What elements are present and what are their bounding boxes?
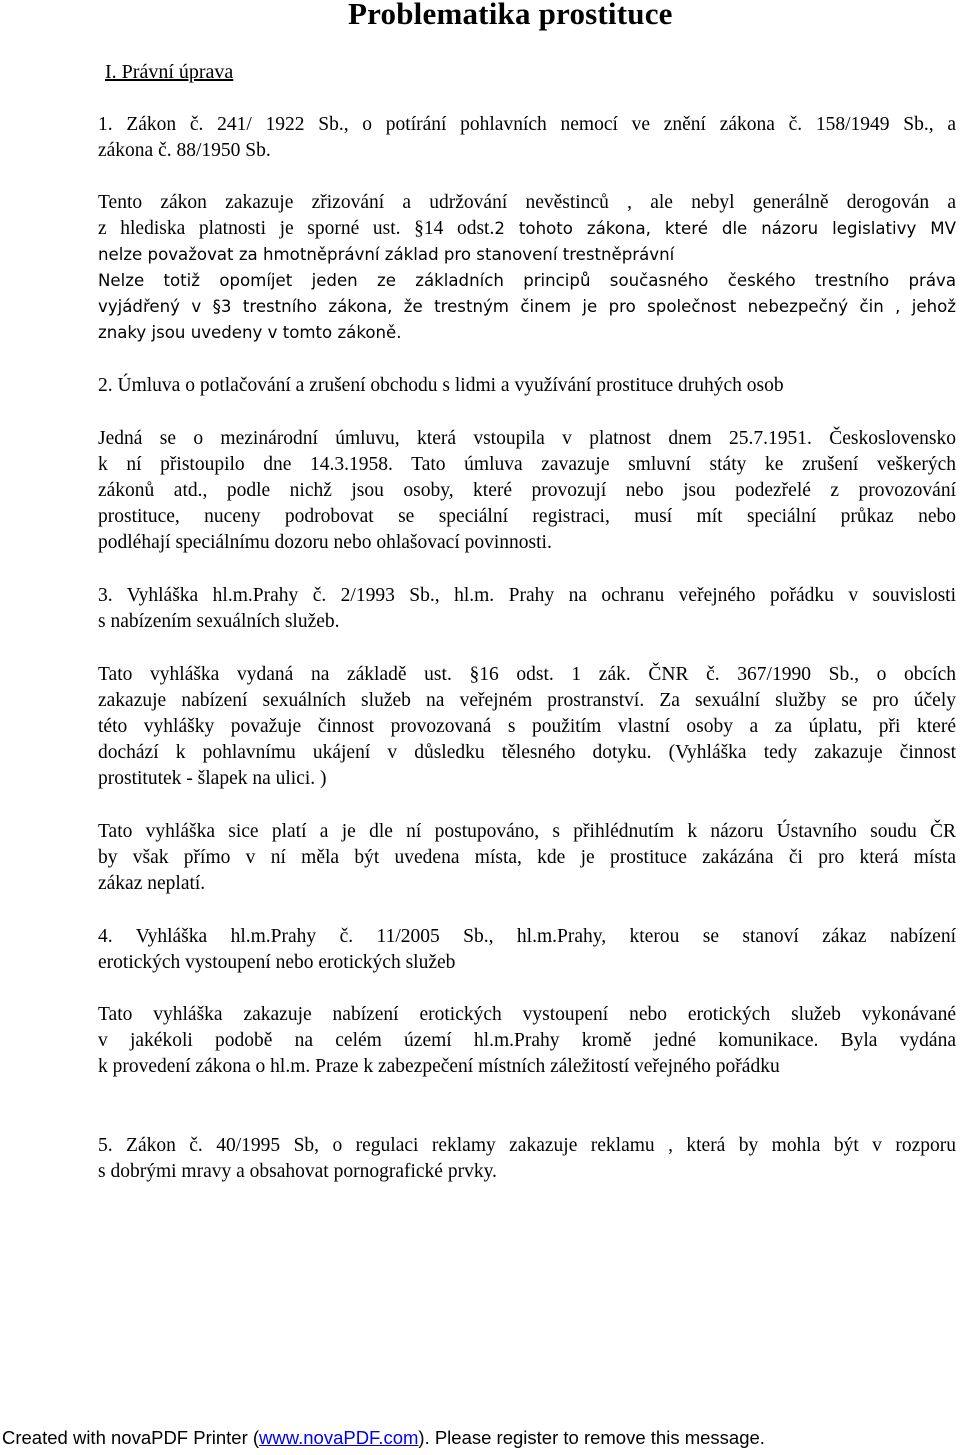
- paragraph-line: podléhají speciálnímu dozoru nebo ohlašovací povinnosti.: [98, 532, 552, 553]
- footer-prefix: Created with novaPDF Printer (: [2, 1427, 260, 1448]
- paragraph-line: nelze považovat za hmotněprávní základ pro stanovení trestněprávní: [98, 245, 675, 264]
- item-4-line: 4. Vyhláška hl.m.Prahy č. 11/2005 Sb., hl.m.Prahy, kterou se stanoví zákaz nabízení: [98, 926, 956, 947]
- paragraph-2: [98, 426, 956, 556]
- footer-link[interactable]: www.novaPDF.com: [259, 1427, 419, 1448]
- item-1: [98, 112, 956, 164]
- item-5-line: 5. Zákon č. 40/1995 Sb, o regulaci reklamy zakazuje reklamu , která by mohla být v rozporu: [98, 1135, 956, 1156]
- paragraph-segment: 2 tohoto zákona, které dle názoru legislativy MV: [494, 219, 956, 238]
- paragraph-line: zákaz neplatí.: [98, 873, 206, 894]
- paragraph-line: Tento zákon zakazuje zřizování a udržování nevěstinců , ale nebyl generálně derogován a: [98, 192, 956, 213]
- item-3-line: 3. Vyhláška hl.m.Prahy č. 2/1993 Sb., hl.m. Prahy na ochranu veřejného pořádku v souvislosti: [98, 585, 956, 606]
- item-1-line: zákona č. 88/1950 Sb.: [98, 140, 271, 161]
- item-3: [98, 583, 956, 635]
- item-4-line: erotických vystoupení nebo erotických služeb: [98, 952, 456, 973]
- novapdf-footer: [2, 1427, 765, 1449]
- paragraph-line: zákonů atd., podle nichž jsou osoby, které provozují nebo jsou podezřelé z provozování: [98, 480, 956, 501]
- paragraph-line: Tato vyhláška zakazuje nabízení erotických vystoupení nebo erotických služeb vykonávané: [98, 1004, 956, 1025]
- paragraph-line: zakazuje nabízení sexuálních služeb na veřejném prostranství. Za sexuální služby se pro účely: [98, 690, 956, 711]
- paragraph-line: Nelze totiž opomíjet jeden ze základních principů současného českého trestního práva: [98, 271, 956, 290]
- paragraph-3: [98, 662, 956, 792]
- paragraph-line: Tato vyhláška sice platí a je dle ní postupováno, s přihlédnutím k názoru Ústavního soudu ČR: [98, 821, 956, 842]
- paragraph-1: [98, 190, 956, 346]
- paragraph-4: [98, 819, 956, 897]
- paragraph-line: prostitutek - šlapek na ulici. ): [98, 768, 327, 789]
- paragraph-line: této vyhlášky považuje činnost provozovaná s použitím vlastní osoby a za úplatu, při které: [98, 716, 956, 737]
- paragraph-line: dochází k pohlavnímu ukájení v důsledku tělesného dotyku. (Vyhláška tedy zakazuje činnost: [98, 742, 956, 763]
- footer-suffix: ). Please register to remove this message.: [418, 1427, 765, 1448]
- item-3-line: s nabízením sexuálních služeb.: [98, 611, 340, 632]
- paragraph-segment: z hlediska platnosti je sporné ust. §14 odst.: [98, 218, 495, 239]
- document-title: Problematika prostituce: [348, 0, 673, 31]
- item-5: [98, 1133, 956, 1185]
- item-4: [98, 924, 956, 976]
- paragraph-line: Jedná se o mezinárodní úmluvu, která vstoupila v platnost dnem 25.7.1951. Československo: [98, 428, 956, 449]
- paragraph-line: k provedení zákona o hl.m. Praze k zabezpečení místních záležitostí veřejného pořádku: [98, 1056, 780, 1077]
- item-2: [98, 373, 956, 399]
- paragraph-line: vyjádřený v §3 trestního zákona, že trestným činem je pro společnost nebezpečný čin , jehož: [98, 297, 956, 316]
- paragraph-line: by však přímo v ní měla být uvedena místa, kde je prostituce zakázána či pro která místa: [98, 847, 956, 868]
- paragraph-line: znaky jsou uvedeny v tomto zákoně.: [98, 323, 402, 342]
- paragraph-line: [98, 216, 956, 242]
- section-heading: I. Právní úprava: [105, 61, 234, 83]
- item-2-line: 2. Úmluva o potlačování a zrušení obchodu s lidmi a využívání prostituce druhých osob: [98, 375, 784, 396]
- paragraph-5: [98, 1002, 956, 1080]
- item-5-line: s dobrými mravy a obsahovat pornografické prvky.: [98, 1161, 497, 1182]
- paragraph-line: prostituce, nuceny podrobovat se speciální registraci, musí mít speciální průkaz nebo: [98, 506, 956, 527]
- paragraph-line: v jakékoli podobě na celém území hl.m.Prahy kromě jedné komunikace. Byla vydána: [98, 1030, 956, 1051]
- paragraph-line: Tato vyhláška vydaná na základě ust. §16 odst. 1 zák. ČNR č. 367/1990 Sb., o obcích: [98, 664, 956, 685]
- item-1-line: 1. Zákon č. 241/ 1922 Sb., o potírání pohlavních nemocí ve znění zákona č. 158/1949 Sb., a: [98, 114, 956, 135]
- paragraph-line: k ní přistoupilo dne 14.3.1958. Tato úmluva zavazuje smluvní státy ke zrušení veškerých: [98, 454, 956, 475]
